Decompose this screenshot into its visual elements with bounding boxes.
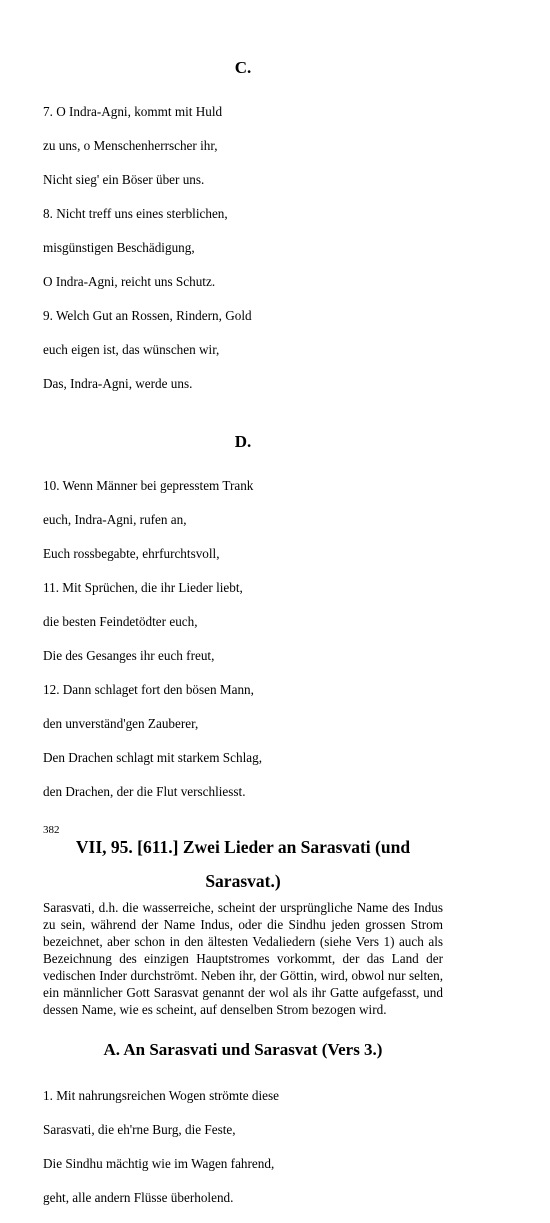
verse-line: den unverständ'gen Zauberer, (43, 716, 199, 731)
verse-line: 7. O Indra-Agni, kommt mit Huld (43, 104, 223, 119)
verse-line: Sarasvati, die eh'rne Burg, die Feste, (43, 1122, 236, 1137)
verse-line: 1. Mit nahrungsreichen Wogen strömte diese (43, 1088, 280, 1103)
chapter-intro-paragraph: Sarasvati, d.h. die wasserreiche, scheint der ursprüngliche Name des Indus zu sein, während der Name Indus, oder die Sindhu jeden grossen Strom bezeichnet, aber schon in den ältesten Vedaliedern (siehe Vers 1) auch als Bezeichnung des einzigen Hauptstromes vorkommt, der das Land der vedischen Inder durchströmt. Neben ihr, der Göttin, wird, obwol nur selten, ein männlicher Gott Sarasvat genannt der wol als ihr Gatte aufgefasst, und dessen Name, wie es scheint, auf denselben Strom bezogen wird. (43, 900, 443, 1017)
verse-line: misgünstigen Beschädigung, (43, 240, 195, 255)
section-a-verses (43, 1070, 443, 1223)
chapter-title-line-1: VII, 95. [611.] Zwei Lieder an Sarasvati (und (75, 837, 411, 857)
verse-line: 11. Mit Sprüchen, die ihr Lieder liebt, (43, 580, 243, 595)
verse-line: 8. Nicht treff uns eines sterblichen, (43, 206, 228, 221)
chapter-heading (43, 830, 443, 898)
section-c-verses (43, 86, 443, 409)
verse-line: O Indra-Agni, reicht uns Schutz. (43, 274, 216, 289)
verse-line: Nicht sieg' ein Böser über uns. (43, 172, 205, 187)
section-d-verses (43, 460, 443, 817)
verse-line: geht, alle andern Flüsse überholend. (43, 1190, 234, 1205)
section-c-heading: C. (234, 58, 252, 77)
verse-line: den Drachen, der die Flut verschliesst. (43, 784, 246, 799)
verse-line: die besten Feindetödter euch, (43, 614, 198, 629)
verse-line: Die des Gesanges ihr euch freut, (43, 648, 215, 663)
verse-line: 12. Dann schlaget fort den bösen Mann, (43, 682, 254, 697)
verse-line: Das, Indra-Agni, werde uns. (43, 376, 193, 391)
page-number: 382 (43, 824, 60, 836)
verse-line: Euch rossbegabte, ehrfurchtsvoll, (43, 546, 220, 561)
section-d-heading: D. (234, 432, 252, 451)
verse-line: zu uns, o Menschenherrscher ihr, (43, 138, 218, 153)
page-content (43, 58, 443, 1223)
section-a-heading: A. An Sarasvati und Sarasvat (Vers 3.) (103, 1040, 383, 1059)
verse-line: Die Sindhu mächtig wie im Wagen fahrend, (43, 1156, 275, 1171)
verse-line: euch eigen ist, das wünschen wir, (43, 342, 220, 357)
chapter-title-line-2: Sarasvat.) (205, 871, 281, 891)
verse-line: Den Drachen schlagt mit starkem Schlag, (43, 750, 262, 765)
verse-line: euch, Indra-Agni, rufen an, (43, 512, 187, 527)
verse-line: 9. Welch Gut an Rossen, Rindern, Gold (43, 308, 252, 323)
verse-line: 10. Wenn Männer bei gepresstem Trank (43, 478, 254, 493)
